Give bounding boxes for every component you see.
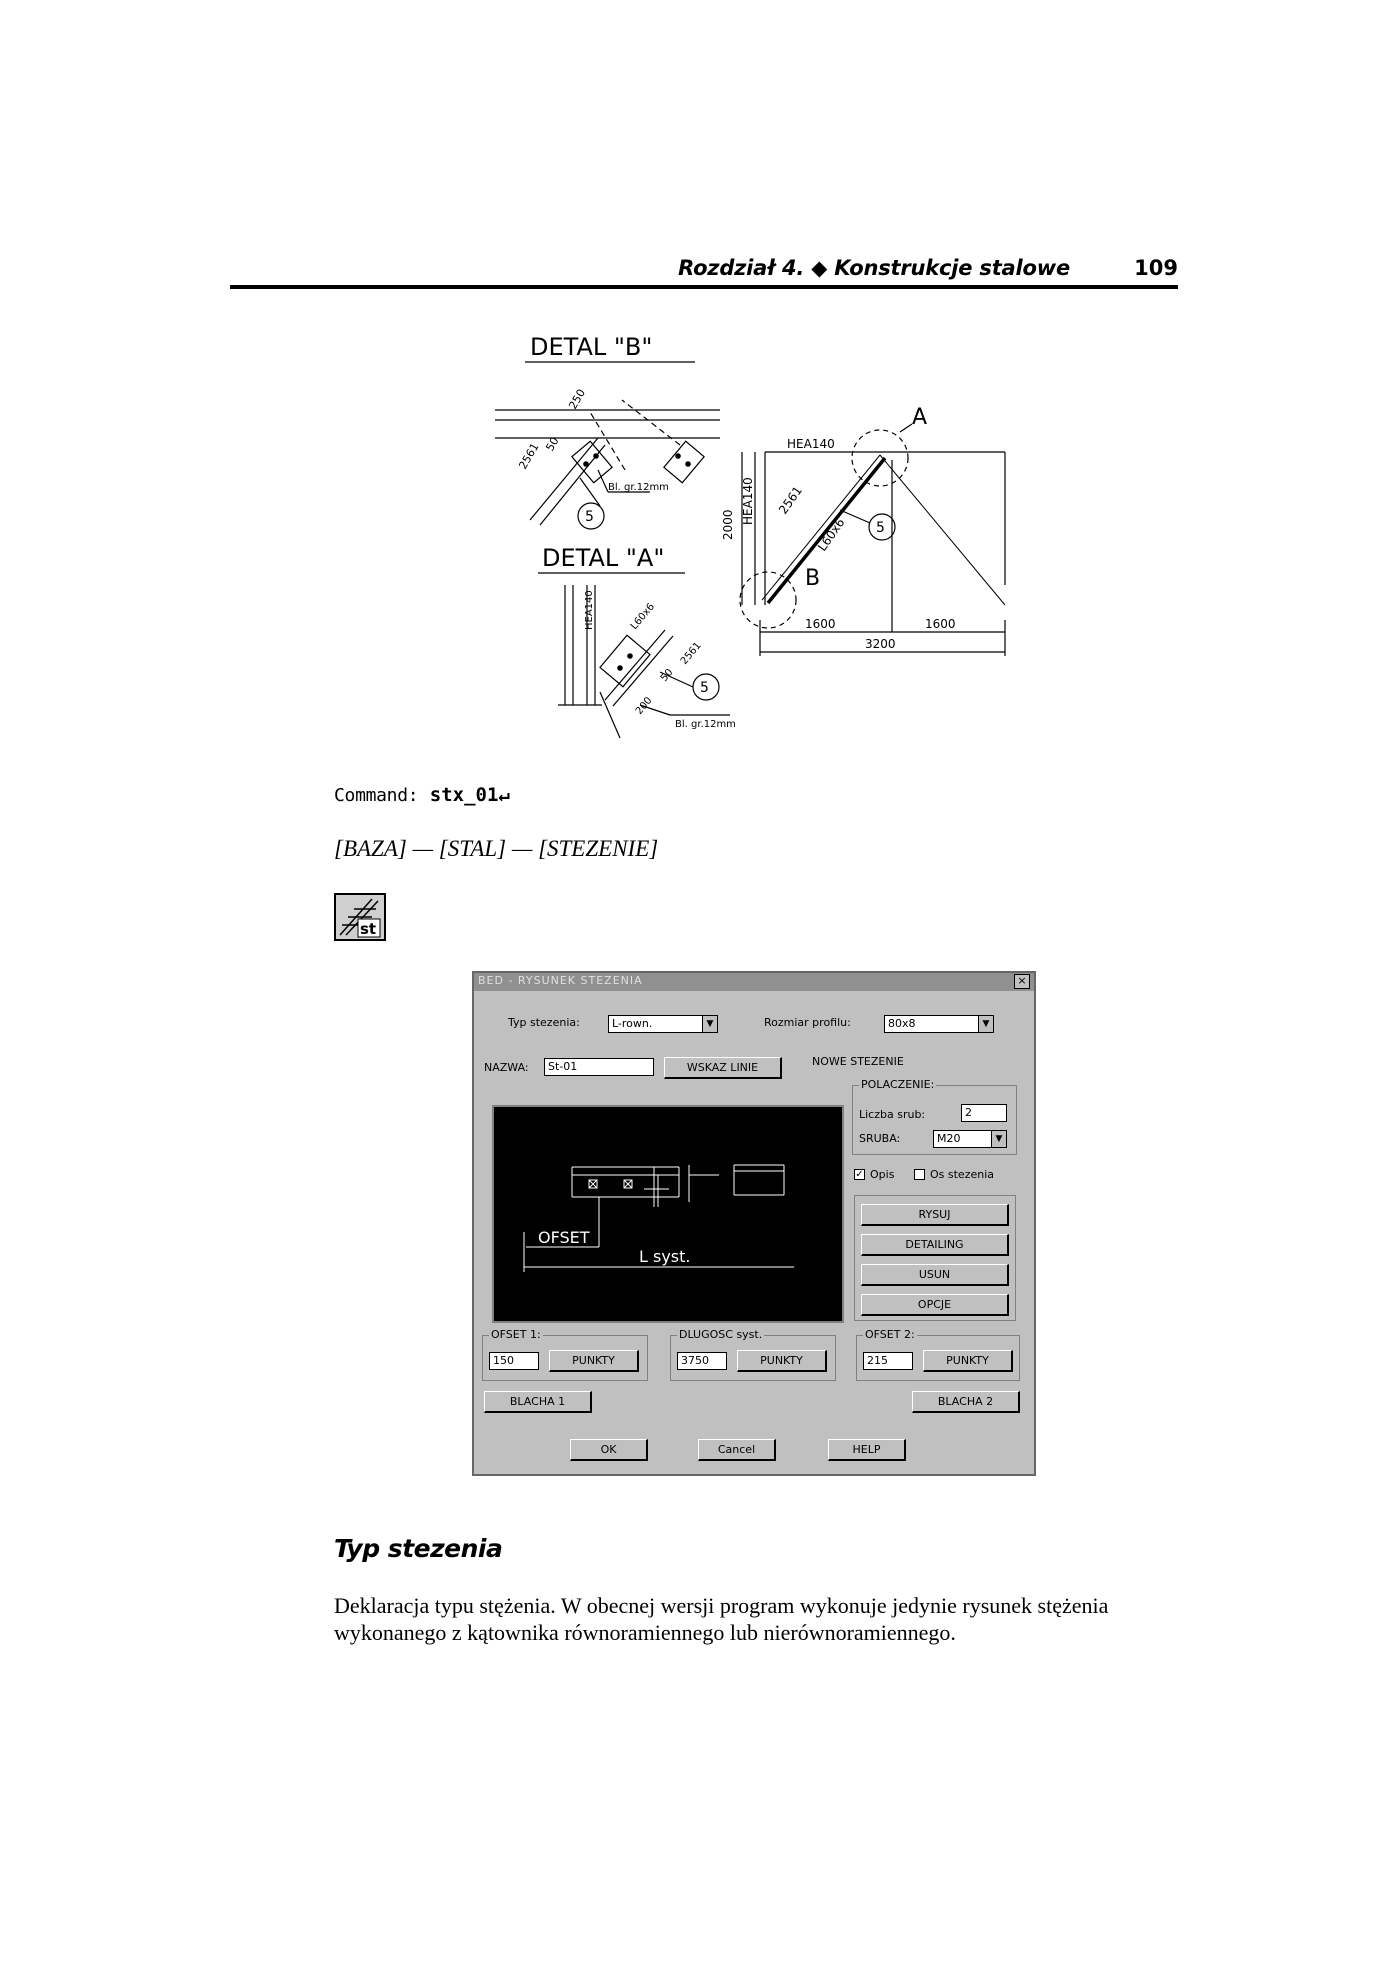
preview-lsyst-label: L syst.	[639, 1247, 691, 1266]
dialog-titlebar[interactable]	[474, 973, 1034, 991]
dim-2561-a: 2561	[678, 640, 704, 667]
detailing-button[interactable]: DETAILING	[861, 1234, 1009, 1256]
detal-b-heading: DETAL "B"	[530, 333, 653, 361]
blacha2-button[interactable]: BLACHA 2	[912, 1391, 1020, 1413]
dlugosc-title: DLUGOSC syst.	[679, 1328, 763, 1341]
usun-button[interactable]: USUN	[861, 1264, 1009, 1286]
blacha1-button[interactable]: BLACHA 1	[484, 1391, 592, 1413]
polaczenie-title: POLACZENIE:	[861, 1078, 935, 1091]
close-icon[interactable]: ×	[1014, 974, 1030, 989]
ok-button[interactable]: OK	[570, 1439, 648, 1461]
running-header-title: Rozdział 4. ◆ Konstrukcje stalowe	[678, 256, 1070, 280]
chevron-down-icon[interactable]: ▼	[991, 1131, 1006, 1147]
rozmiar-profilu-label: Rozmiar profilu:	[764, 1016, 851, 1029]
polaczenie-group	[852, 1078, 1017, 1155]
dim-2561-frame: 2561	[775, 483, 805, 517]
ofset2-title: OFSET 2:	[865, 1328, 915, 1341]
sruba-value: M20	[937, 1132, 961, 1145]
nowe-stezenie-label: NOWE STEZENIE	[812, 1055, 904, 1068]
callout-5-detal-b: 5	[585, 509, 594, 525]
l60x6-label: L60x6	[814, 515, 848, 554]
label-a: A	[912, 405, 928, 430]
typ-stezenia-label: Typ stezenia:	[508, 1016, 580, 1029]
ofset1-group	[482, 1328, 648, 1381]
header-rule	[230, 285, 1178, 289]
callout-5-detal-a: 5	[700, 680, 709, 696]
ofset2-group	[856, 1328, 1020, 1381]
rozmiar-profilu-select[interactable]	[884, 1015, 994, 1033]
os-stezenia-checkbox[interactable]	[914, 1169, 925, 1180]
actions-group	[854, 1195, 1016, 1321]
dialog-title: BED - RYSUNEK STEZENIA	[478, 974, 643, 987]
plate-note-a: Bl. gr.12mm	[675, 719, 736, 730]
menu-path: [BAZA] — [STAL] — [STEZENIE]	[334, 836, 659, 861]
dim-250: 250	[566, 386, 589, 412]
steel-bracing-icon-glyph	[336, 895, 384, 939]
l60x6-detal-a: L60x6	[628, 601, 657, 632]
steel-bracing-icon[interactable]	[334, 893, 386, 941]
ofset1-field[interactable]: 150	[489, 1352, 539, 1370]
ofset1-title: OFSET 1:	[491, 1328, 541, 1341]
nazwa-label: NAZWA:	[484, 1061, 529, 1074]
sruba-select[interactable]	[933, 1130, 1007, 1148]
stezenie-dialog	[472, 971, 1036, 1476]
preview-canvas	[492, 1105, 844, 1323]
plate-note-b: Bl. gr.12mm	[608, 482, 669, 493]
detal-a-heading: DETAL "A"	[542, 544, 665, 572]
opcje-button[interactable]: OPCJE	[861, 1294, 1009, 1316]
dim-3200: 3200	[865, 637, 896, 651]
body-paragraph: Deklaracja typu stężenia. W obecnej wersji program wykonuje jedynie rysunek stężenia wykonanego z kątownika równoramiennego lub nierównoramiennego.	[334, 1593, 1109, 1645]
typ-stezenia-select[interactable]	[608, 1015, 718, 1033]
os-stezenia-label: Os stezenia	[930, 1168, 995, 1181]
hea140-label: HEA140	[787, 437, 835, 451]
rysuj-button[interactable]: RYSUJ	[861, 1204, 1009, 1226]
ofset1-punkty-button[interactable]: PUNKTY	[549, 1350, 639, 1372]
dim-200-a: 200	[633, 695, 655, 717]
nazwa-field[interactable]: St-01	[544, 1058, 654, 1076]
command-label: Command:	[334, 785, 419, 806]
callout-5-frame: 5	[876, 520, 885, 536]
rozmiar-profilu-value: 80x8	[888, 1017, 916, 1030]
preview-ofset-label: OFSET	[538, 1228, 590, 1247]
typ-stezenia-value: L-rown.	[612, 1017, 653, 1030]
help-button[interactable]: HELP	[828, 1439, 906, 1461]
dlugosc-field[interactable]: 3750	[677, 1352, 727, 1370]
dim-2561-b: 2561	[516, 440, 542, 472]
bracing-detail-drawing	[480, 320, 1040, 740]
opis-checkbox[interactable]: ✓	[855, 1169, 864, 1180]
dim-1600-left: 1600	[805, 617, 836, 631]
label-b: B	[805, 566, 821, 591]
hea140-vertical-label: HEA140	[741, 477, 755, 525]
dim-1600-right: 1600	[925, 617, 956, 631]
dim-50-a: 50	[658, 667, 676, 684]
svg-text:st: st	[360, 920, 377, 938]
ofset2-field[interactable]: 215	[863, 1352, 913, 1370]
hea140-detal-a: HEA140	[584, 590, 595, 630]
command-value: stx_01↵	[429, 784, 510, 806]
opis-label: Opis	[870, 1168, 895, 1181]
dlugosc-group	[670, 1328, 836, 1381]
ofset2-punkty-button[interactable]: PUNKTY	[923, 1350, 1013, 1372]
dlugosc-punkty-button[interactable]: PUNKTY	[737, 1350, 827, 1372]
chevron-down-icon[interactable]: ▼	[702, 1016, 717, 1032]
liczba-srub-label: Liczba srub:	[859, 1108, 926, 1121]
dim-2000: 2000	[721, 509, 735, 540]
command-line	[334, 784, 510, 806]
liczba-srub-field[interactable]: 2	[961, 1104, 1007, 1122]
sruba-label: SRUBA:	[859, 1132, 901, 1145]
page-number: 109	[1134, 256, 1178, 280]
section-heading: Typ stezenia	[334, 1534, 503, 1563]
wskaz-linie-button[interactable]: WSKAZ LINIE	[664, 1057, 782, 1079]
cancel-button[interactable]: Cancel	[698, 1439, 776, 1461]
chevron-down-icon[interactable]: ▼	[978, 1016, 993, 1032]
dim-50-b: 50	[543, 434, 562, 454]
